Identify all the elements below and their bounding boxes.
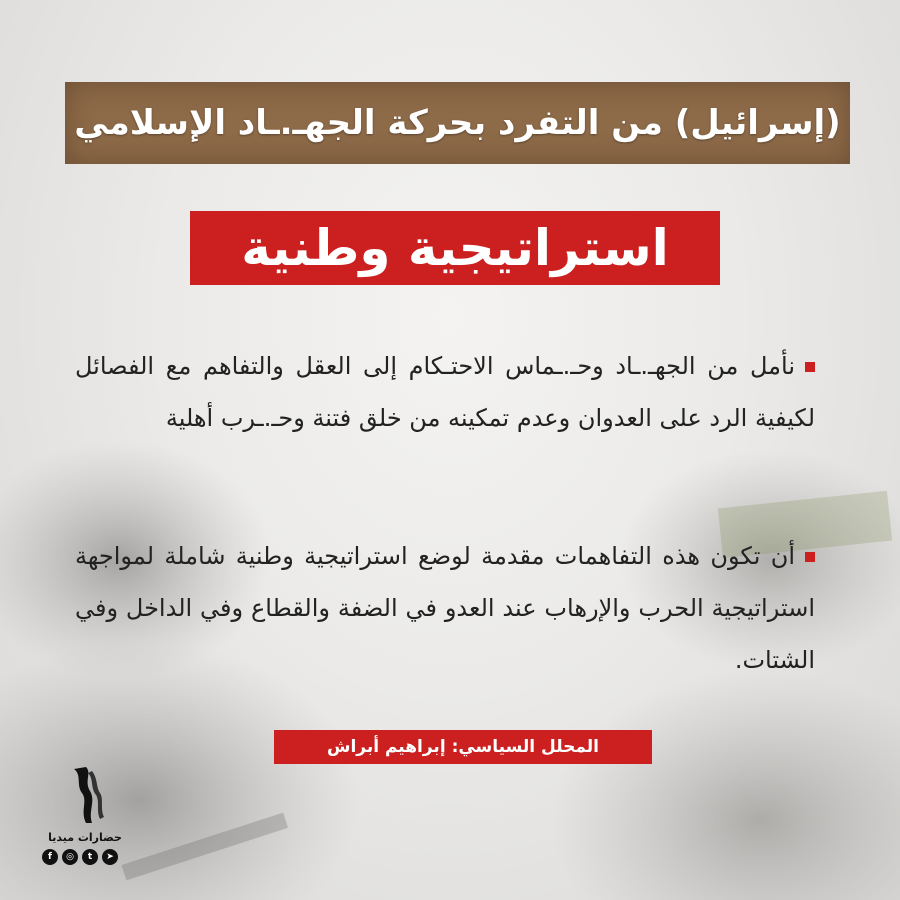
brand-logo bbox=[40, 765, 130, 880]
headline-text: استراتيجية وطنية bbox=[241, 219, 669, 277]
facebook-icon[interactable]: f bbox=[42, 849, 58, 865]
instagram-icon[interactable]: ◎ bbox=[62, 849, 78, 865]
twitter-icon[interactable]: t bbox=[82, 849, 98, 865]
top-banner bbox=[65, 82, 850, 164]
logo-mark-icon bbox=[62, 765, 108, 827]
bullet-text-2: أن تكون هذه التفاهمات مقدمة لوضع استراتيجية وطنية شاملة لمواجهة استراتيجية الحرب والإرهاب عند العدو في الضفة والقطاع وفي الداخل وفي الشتات. bbox=[75, 542, 815, 674]
bullet-point-2 bbox=[75, 530, 815, 686]
brand-name: حضارات ميديا bbox=[48, 831, 122, 844]
banner-text: (إسرائيل) من التفرد بحركة الجهـ.ـاد الإسلامي bbox=[74, 103, 841, 143]
telegram-icon[interactable]: ➤ bbox=[102, 849, 118, 865]
bullet-marker bbox=[805, 552, 815, 562]
analyst-text: المحلل السياسي: إبراهيم أبراش bbox=[326, 737, 600, 757]
analyst-credit bbox=[274, 730, 652, 764]
bullet-marker bbox=[805, 362, 815, 372]
bullet-text-1: نأمل من الجهـ.ـاد وحـ.ـماس الاحتـكام إلى العقل والتفاهم مع الفصائل لكيفية الرد على العدوان وعدم تمكينه من خلق فتنة وحـ.ـرب أهلية bbox=[75, 352, 815, 432]
bullet-point-1 bbox=[75, 340, 815, 444]
headline-box bbox=[190, 211, 720, 285]
social-icons bbox=[42, 849, 118, 865]
